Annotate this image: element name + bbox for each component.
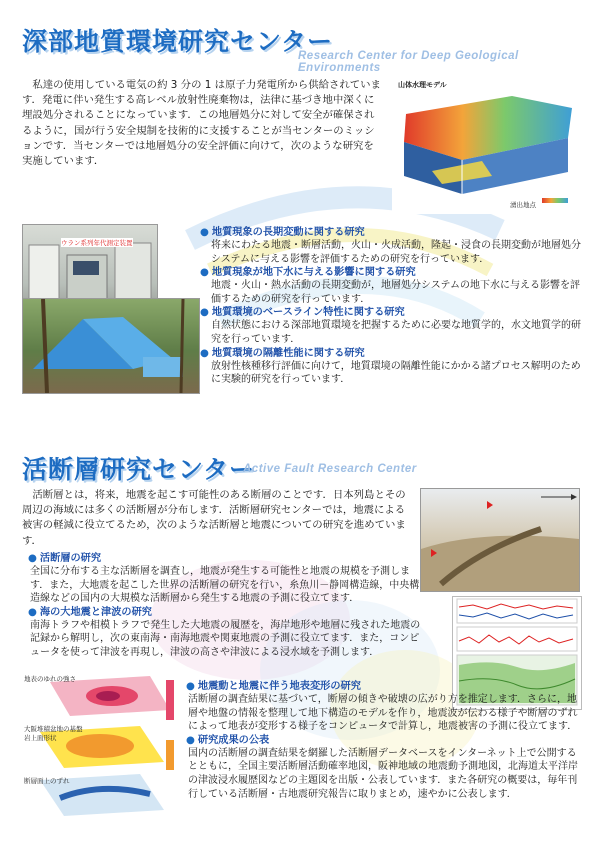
research-text: 活断層の調査結果に基づいて，断層の傾きや破壊の広がり方を推定します．さらに，地層や地盤の情報を整理して地下構造のモデルを作り，地震波が伝わる様子や断層のずれによって地表が変形する様子をコンピュータで計算し，地震被害の予測に役立てます． bbox=[188, 694, 578, 733]
section1-title: 深部地質環境研究センター bbox=[22, 27, 334, 56]
hydro-model-image bbox=[392, 76, 578, 214]
research-text: 将来にわたる地震・断層活動，火山・火成活動，隆起・浸食の長期変動が地層処分システムに与える影響を評価するための研究を行っています． bbox=[211, 240, 581, 265]
research-text: 地震・火山・熱水活動の長期変動が，地層処分システムの地下水に与える影響を評価するための研究を行っています． bbox=[211, 280, 580, 305]
section1-research-list bbox=[200, 226, 585, 387]
research-text: 全国に分布する主な活断層を調査し，地震が発生する可能性と地震の規模を予測します．また，大地震を起こした世界の活断層の研究を行い，糸魚川－静岡構造線，中央構造線などの国内の大規模な活断層から発生する地震の予測に役立てます． bbox=[30, 566, 420, 605]
section2-research-list-right bbox=[186, 680, 582, 801]
bullet-icon: ● bbox=[28, 553, 37, 564]
research-heading: 地質現象が地下水に与える影響に関する研究 bbox=[211, 267, 416, 279]
section2-title-en: Active Fault Research Center bbox=[243, 463, 417, 475]
map-label-fault-slip: 断層面上のずれ bbox=[24, 777, 70, 785]
hydro-model-label: 山体水理モデル bbox=[398, 81, 447, 89]
research-heading: 地質環境の隔離性能に関する研究 bbox=[211, 347, 365, 359]
hydro-model-figure bbox=[392, 76, 578, 214]
research-item bbox=[200, 306, 585, 346]
ground-motion-simulation-figure bbox=[20, 670, 180, 820]
bullet-icon: ● bbox=[186, 734, 195, 746]
research-heading: 地質環境のベースライン特性に関する研究 bbox=[211, 307, 405, 319]
bullet-icon: ● bbox=[200, 347, 209, 359]
research-item bbox=[186, 734, 582, 801]
bullet-icon: ● bbox=[28, 606, 37, 618]
section1-title-en: Research Center for Deep Geological Environments bbox=[298, 50, 519, 74]
bullet-icon: ● bbox=[186, 681, 195, 692]
research-item bbox=[200, 226, 585, 266]
research-text: 放射性核種移行評価に向けて，地質環境の隔離性能にかかる諸プロセス解明のために実験的研究を行っています． bbox=[211, 360, 581, 386]
research-text: 南海トラフや相模トラフで発生した大地震の履歴を，海岸地形や地層に残された地震の記録から解明し，次の東南海・南海地震や関東地震の予測に役立てます．また，コンピュータを使って津波を再現し，津波の高さや津波による浸水域を予測します． bbox=[30, 619, 421, 658]
research-item bbox=[200, 347, 585, 387]
section2-title: 活断層研究センター bbox=[22, 455, 256, 484]
section2-intro: 活断層とは，将来，地震を起こす可能性のある断層のことです．日本列島とその周辺の海域には多くの活断層が分布します．活断層研究センターでは，地震による被害の軽減に役立てるため，次のような活断層と地震についての研究を進めています． bbox=[22, 489, 406, 547]
photo-label-uranium: ウラン系列年代測定装置 bbox=[61, 239, 133, 247]
research-text: 自然状態における深部地質環境を把握するために必要な地質学的，水文地質学的研究を行っています． bbox=[211, 320, 581, 345]
research-item bbox=[186, 680, 582, 734]
hydro-model-legend: 湧出地点 bbox=[510, 201, 536, 209]
research-item bbox=[28, 552, 424, 606]
field-camp-photo bbox=[22, 298, 200, 394]
research-item bbox=[200, 266, 585, 306]
map-label-osaka-basin: 大阪堆積盆地の基盤岩上面形状 bbox=[24, 725, 83, 742]
map-label-shaking: 地表のゆれの強さ bbox=[24, 675, 76, 683]
research-heading: 研究成果の公表 bbox=[197, 734, 270, 746]
bullet-icon: ● bbox=[200, 267, 209, 279]
research-heading: 活断層の研究 bbox=[39, 553, 102, 564]
bullet-icon: ● bbox=[200, 227, 209, 238]
bullet-icon: ● bbox=[200, 307, 209, 319]
research-heading: 地質現象の長期変動に関する研究 bbox=[211, 227, 365, 238]
research-heading: 海の大地震と津波の研究 bbox=[39, 606, 152, 618]
section1-intro: 私達の使用している電気の約 3 分の 1 は原子力発電所から供給されています．発電に伴い発生する高レベル放射性廃棄物は，法律に基づき地中深くに埋設処分されることになっています．この地層処分に対して安全が確保されるように，国が行う安全規制を技術的に支援することが当センターのミッションです．当センターでは地層処分の安全評価に向けて，次のような研究を実施しています． bbox=[22, 79, 381, 168]
research-item bbox=[28, 606, 424, 660]
research-heading: 地震動と地震に伴う地表変形の研究 bbox=[197, 681, 361, 692]
research-text: 国内の活断層の調査結果を網羅した活断層データベースをインターネット上で公開するとともに，全国主要活断層活動確率地図，阪神地域の地震動予測地図，北海道太平洋岸の津波浸水履歴図などの主題図を出版・公表しています．また各研究の概要は，毎年刊行している活断層・古地震研究報告に取りまとめ，速やかに公表します． bbox=[188, 747, 578, 800]
fault-trench-photo bbox=[420, 488, 580, 592]
section2-research-list-left bbox=[28, 552, 424, 660]
